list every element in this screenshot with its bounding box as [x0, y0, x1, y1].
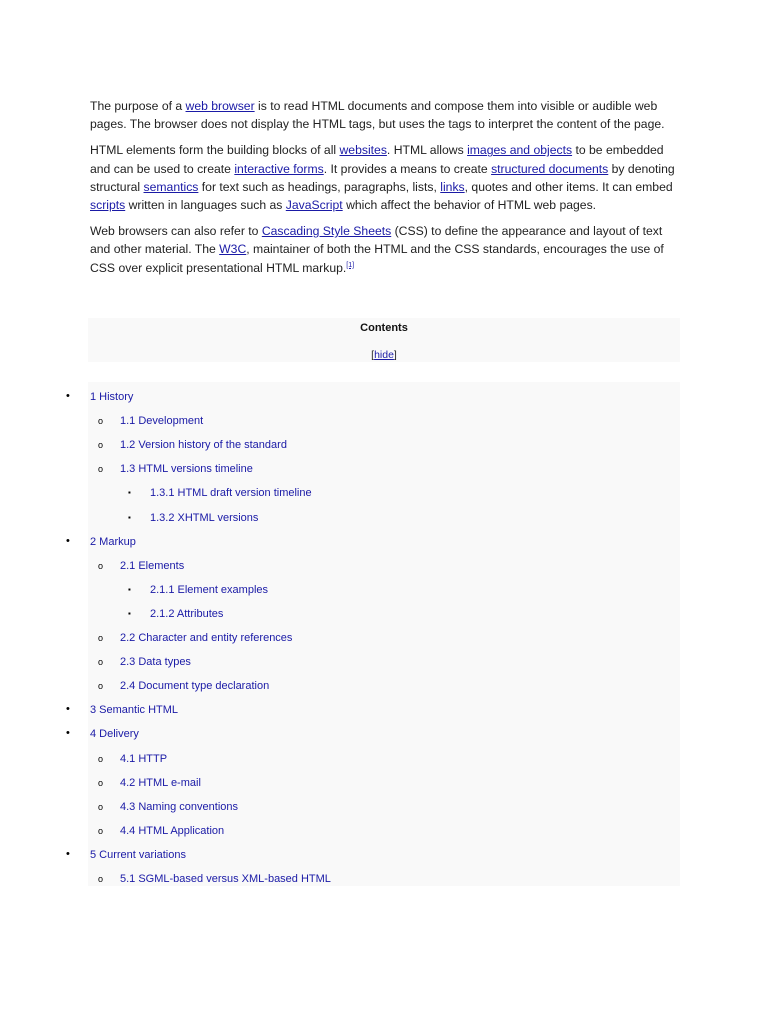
paragraph-text: (CSS) to define the appearance and layout of text and other material. The [90, 224, 663, 257]
toc-item [88, 454, 680, 478]
toc-item [88, 671, 680, 695]
paragraph-text: is to read HTML documents and compose them into visible or audible web pages. The browser does not display the HTML tags, but uses the tags to interpret the content of the page. [90, 99, 665, 132]
bullet-icon: ▪ [128, 488, 131, 497]
paragraph-text: . It provides a means to create [323, 161, 492, 176]
bullet-icon: • [66, 848, 70, 860]
link-interactive-forms[interactable]: interactive forms [234, 161, 324, 176]
toc-item-link[interactable]: 4.1 HTTP [120, 753, 168, 765]
bullet-icon: • [66, 727, 70, 739]
toc-item-link[interactable]: 1.3 HTML versions timeline [120, 463, 253, 475]
toc-item-link[interactable]: 4.2 HTML e-mail [120, 777, 201, 789]
bullet-icon: o [98, 681, 104, 691]
link-websites[interactable]: websites [339, 143, 387, 158]
toc-item [88, 864, 680, 888]
toc-item [66, 527, 680, 551]
bullet-icon: ▪ [128, 513, 131, 522]
paragraph-text: by denoting structural [90, 161, 675, 194]
paragraph-text: HTML elements form the building blocks of all [90, 143, 340, 158]
bullet-icon: o [98, 464, 104, 474]
bullet-icon: o [98, 874, 104, 884]
toc-item-link[interactable]: 2.3 Data types [120, 656, 191, 668]
toc-toggle-close-bracket: ] [393, 349, 397, 361]
toc-item-link[interactable]: 2.1 Elements [120, 560, 185, 572]
toc-toggle-open-bracket: [ [371, 349, 375, 361]
footnote-ref [346, 262, 354, 269]
bullet-icon: ▪ [128, 585, 131, 594]
paragraph-text: to be embedded and can be used to create [90, 143, 664, 176]
bullet-icon: ▪ [128, 609, 131, 618]
bullet-icon: • [66, 390, 70, 402]
toc-item [88, 792, 680, 816]
paragraph-browser-purpose [90, 97, 680, 133]
link-scripts[interactable]: scripts [90, 198, 126, 213]
toc-item-link[interactable]: 2.1.2 Attributes [150, 608, 224, 620]
toc-item [88, 503, 680, 527]
toc-item-link[interactable]: 1.1 Development [120, 415, 204, 427]
link-javascript[interactable]: JavaScript [285, 198, 343, 213]
bullet-icon: o [98, 561, 104, 571]
paragraph-text: written in languages such as [125, 198, 286, 213]
toc-hide-link[interactable]: hide [374, 349, 394, 361]
toc-item [88, 551, 680, 575]
paragraph-text: for text such as headings, paragraphs, lists, [198, 179, 441, 194]
toc-item [66, 382, 680, 406]
toc-item-link[interactable]: 3 Semantic HTML [90, 704, 179, 716]
link-cascading-style-sheets[interactable]: Cascading Style Sheets [261, 224, 392, 239]
toc-item [88, 406, 680, 430]
toc-item-link[interactable]: 2.4 Document type declaration [120, 680, 270, 692]
paragraph-text: , quotes and other items. It can embed [464, 179, 673, 194]
toc-item [88, 744, 680, 768]
toc-item-link[interactable]: 2.1.1 Element examples [150, 584, 269, 596]
toc-toggle [88, 349, 680, 361]
bullet-icon: o [98, 754, 104, 764]
paragraph-css [90, 222, 680, 277]
paragraph-text: , maintainer of both the HTML and the CSS standards, encourages the use of CSS over explicit presentational HTML markup. [90, 242, 664, 275]
toc-item-link[interactable]: 5 Current variations [90, 849, 186, 861]
paragraph-text: which affect the behavior of HTML web pages. [342, 198, 597, 213]
paragraph-text: The purpose of a [90, 99, 186, 113]
bullet-icon: o [98, 416, 104, 426]
toc-item [88, 623, 680, 647]
link-structured-documents[interactable]: structured documents [491, 161, 609, 176]
toc-item-link[interactable]: 2.2 Character and entity references [120, 632, 293, 644]
bullet-icon: o [98, 826, 104, 836]
bullet-icon: • [66, 535, 70, 547]
toc-item-link[interactable]: 1 History [90, 391, 134, 403]
toc-item-link[interactable]: 4 Delivery [90, 728, 139, 740]
toc-item-link[interactable]: 2 Markup [90, 536, 136, 548]
link-semantics[interactable]: semantics [143, 179, 199, 194]
footnote-link[interactable]: [1] [346, 261, 355, 269]
toc-item-link[interactable]: 4.4 HTML Application [120, 825, 225, 837]
toc-item [88, 768, 680, 792]
toc-item [66, 719, 680, 743]
toc-item [88, 816, 680, 840]
bullet-icon: o [98, 440, 104, 450]
bullet-icon: o [98, 657, 104, 667]
bullet-icon: o [98, 633, 104, 643]
toc-item-link[interactable]: 1.2 Version history of the standard [120, 439, 287, 451]
paragraph-html-elements [90, 141, 680, 214]
link-images-and-objects[interactable]: images and objects [467, 143, 573, 158]
article-body [90, 97, 680, 285]
bullet-icon: o [98, 802, 104, 812]
toc-title: Contents [360, 322, 408, 334]
toc-item [66, 840, 680, 864]
link-w3c[interactable]: W3C [219, 242, 247, 257]
toc-item-link[interactable]: 1.3.2 XHTML versions [150, 512, 259, 524]
toc-header [88, 318, 680, 362]
bullet-icon: • [66, 703, 70, 715]
toc-item-link[interactable]: 1.3.1 HTML draft version timeline [150, 487, 312, 499]
toc-item-link[interactable]: 4.3 Naming conventions [120, 801, 239, 813]
toc-item [66, 695, 680, 719]
toc-item-link[interactable]: 5.1 SGML-based versus XML-based HTML [120, 873, 331, 885]
toc-item [88, 647, 680, 671]
toc-item [88, 575, 680, 599]
link-links[interactable]: links [440, 179, 465, 194]
paragraph-text: Web browsers can also refer to [90, 224, 262, 239]
toc-item [88, 599, 680, 623]
bullet-icon: o [98, 778, 104, 788]
toc-list [66, 382, 680, 886]
paragraph-text: . HTML allows [386, 143, 468, 158]
link-web-browser[interactable]: web browser [185, 99, 255, 113]
toc-item [88, 478, 680, 502]
toc-item [88, 430, 680, 454]
